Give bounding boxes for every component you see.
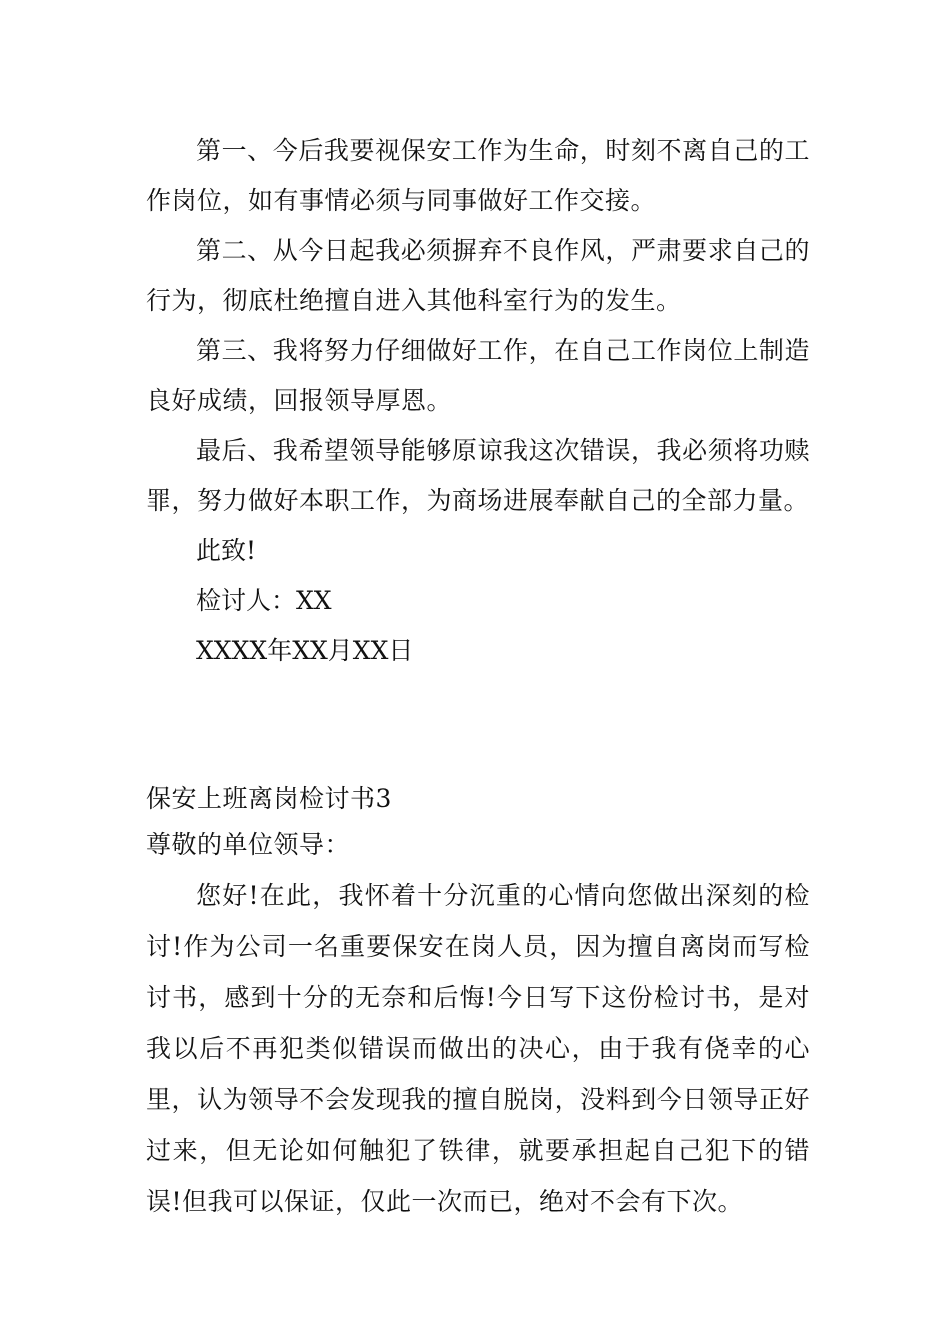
signer-line: 检讨人：XX — [196, 586, 332, 615]
document-title: 保安上班离岗检讨书3 — [146, 784, 392, 813]
closing-line: 此致! — [196, 536, 257, 565]
paragraph-last: 最后、我希望领导能够原谅我这次错误，我必须将功赎罪，努力做好本职工作，为商场进展奉献自己的全部力量。 — [146, 436, 810, 515]
paragraph-first: 第一、今后我要视保安工作为生命，时刻不离自己的工作岗位，如有事情必须与同事做好工作交接。 — [146, 136, 810, 215]
paragraph-apology: 您好!在此，我怀着十分沉重的心情向您做出深刻的检讨!作为公司一名重要保安在岗人员，因为擅自离岗而写检讨书，感到十分的无奈和后悔!今日写下这份检讨书，是对我以后不再犯类似错误而做出的决心，由于我有侥幸的心里，认为领导不会发现我的擅自脱岗，没料到今日领导正好过来，但无论如何触犯了铁律，就要承担起自己犯下的错误!但我可以保证，仅此一次而已，绝对不会有下次。 — [146, 881, 810, 1216]
paragraph-third: 第三、我将努力仔细做好工作，在自己工作岗位上制造良好成绩，回报领导厚恩。 — [146, 336, 810, 415]
letter-2-body — [146, 780, 810, 1227]
letter-1-body — [146, 126, 810, 676]
date-line: XXXX年XX月XX日 — [196, 636, 414, 665]
paragraph-second: 第二、从今日起我必须摒弃不良作风，严肃要求自己的行为，彻底杜绝擅自进入其他科室行为的发生。 — [146, 236, 810, 315]
salutation: 尊敬的单位领导： — [146, 830, 351, 859]
